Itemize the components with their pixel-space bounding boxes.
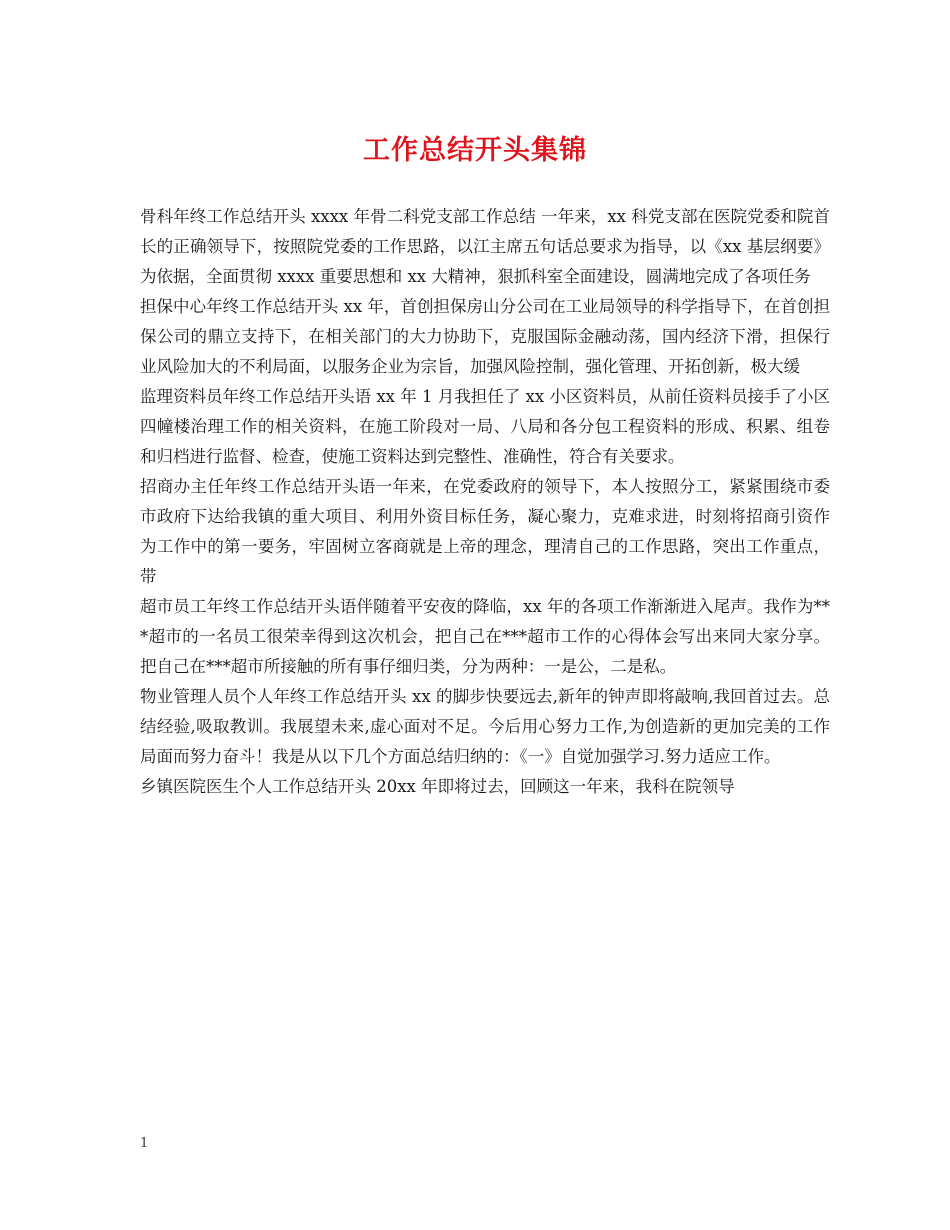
paragraph-property-management: 物业管理人员个人年终工作总结开头 xx 的脚步快要远去,新年的钟声即将敲响,我回首过去。总结经验,吸取教训。我展望未来,虚心面对不足。今后用心努力工作,为创造新的更加完美的工作局面而努力奋斗！我是从以下几个方面总结归纳的：《一》自觉加强学习.努力适应工作。 bbox=[140, 687, 830, 766]
paragraph-investment-office: 招商办主任年终工作总结开头语一年来，在党委政府的领导下，本人按照分工，紧紧围绕市委市政府下达给我镇的重大项目、利用外资目标任务，凝心聚力，克难求进，时刻将招商引资作为工作中的第一要务，牢固树立客商就是上帝的理念，理清自己的工作思路，突出工作重点，带 bbox=[140, 477, 830, 586]
document-title: 工作总结开头集锦 bbox=[363, 135, 587, 166]
paragraph-supermarket-staff: 超市员工年终工作总结开头语伴随着平安夜的降临，xx 年的各项工作渐渐进入尾声。我作为***超市的一名员工很荣幸得到这次机会，把自己在***超市工作的心得体会写出来同大家分享。把自己在***超市所接触的所有事仔细归类，分为两种：一是公，二是私。 bbox=[140, 597, 830, 676]
page-number: 1 bbox=[140, 1136, 149, 1151]
paragraph-township-hospital: 乡镇医院医生个人工作总结开头 20xx 年即将过去，回顾这一年来，我科在院领导 bbox=[140, 777, 735, 796]
paragraph-orthopedics: 骨科年终工作总结开头 xxxx 年骨二科党支部工作总结 一年来，xx 科党支部在医院党委和院首长的正确领导下，按照院党委的工作思路，以江主席五句话总要求为指导，以《xx 基层纲要》为依据，全面贯彻 xxxx 重要思想和 xx 大精神，狠抓科室全面建设，圆满地完成了各项任务 bbox=[140, 207, 830, 286]
paragraph-guarantee-center: 担保中心年终工作总结开头 xx 年，首创担保房山分公司在工业局领导的科学指导下，在首创担保公司的鼎立支持下，在相关部门的大力协助下，克服国际金融动荡，国内经济下滑，担保行业风险加大的不利局面，以服务企业为宗旨，加强风险控制，强化管理、开拓创新，极大缓 bbox=[140, 297, 830, 376]
paragraph-supervision-archivist: 监理资料员年终工作总结开头语 xx 年 1 月我担任了 xx 小区资料员，从前任资料员接手了小区四幢楼治理工作的相关资料，在施工阶段对一局、八局和各分包工程资料的形成、积累、组卷和归档进行监督、检查，使施工资料达到完整性、准确性，符合有关要求。 bbox=[140, 387, 830, 466]
document-body bbox=[140, 202, 830, 802]
